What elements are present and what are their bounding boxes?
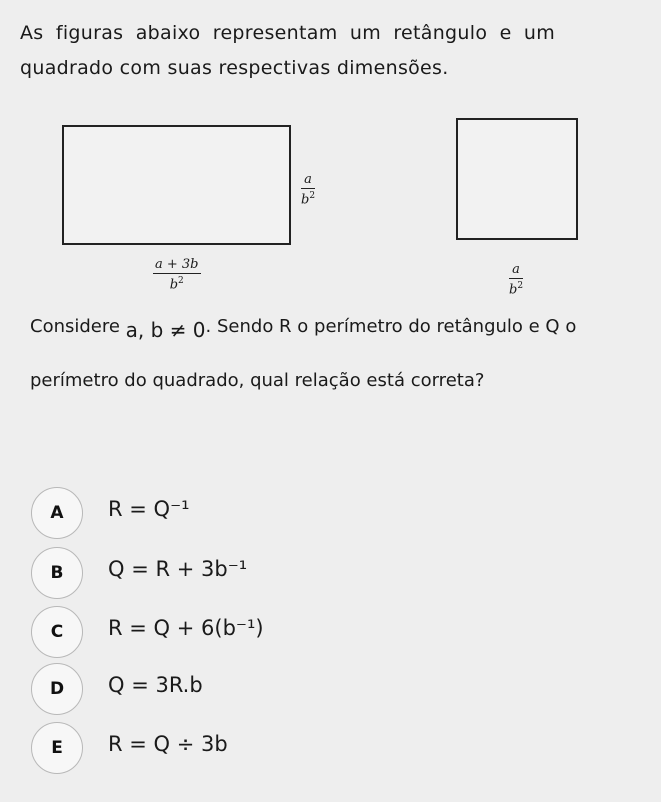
rectangle-width-exponent: 2 <box>178 276 184 286</box>
square-figure <box>456 118 578 240</box>
option-text[interactable]: Q = R + 3b⁻¹ <box>108 557 248 581</box>
option-b[interactable] <box>31 547 431 599</box>
option-letter-badge[interactable]: D <box>31 663 83 715</box>
option-text[interactable]: Q = 3R.b <box>108 673 203 697</box>
option-text[interactable]: R = Q + 6(b⁻¹) <box>108 616 264 640</box>
statement-condition: a, b ≠ 0 <box>125 318 206 342</box>
option-d[interactable] <box>31 663 431 715</box>
question-line-2: quadrado com suas respectivas dimensões. <box>20 57 449 79</box>
rectangle-width-label <box>153 257 201 292</box>
rectangle-height-label <box>301 172 315 207</box>
square-side-numerator: a <box>512 262 520 277</box>
option-e[interactable] <box>31 722 431 774</box>
rectangle-height-numerator: a <box>304 172 312 187</box>
option-letter-badge[interactable]: A <box>31 487 83 539</box>
statement-prefix: Considere <box>30 316 126 337</box>
question-line-1: As figuras abaixo representam um retângulo e um <box>20 22 556 44</box>
option-text[interactable]: R = Q ÷ 3b <box>108 732 228 756</box>
option-text[interactable]: R = Q⁻¹ <box>108 497 190 521</box>
square-side-denominator: b <box>509 282 518 298</box>
statement-line-2: perímetro do quadrado, qual relação está correta? <box>30 370 485 391</box>
statement-suffix: . Sendo R o perímetro do retângulo e Q o <box>205 316 577 337</box>
rectangle-figure <box>62 125 291 245</box>
option-letter-badge[interactable]: B <box>31 547 83 599</box>
rectangle-height-exponent: 2 <box>309 191 316 201</box>
rectangle-height-denominator: b <box>301 192 310 208</box>
rectangle-width-denominator: b <box>169 277 179 293</box>
rectangle-width-numerator: a + 3b <box>155 257 199 272</box>
option-a[interactable] <box>31 487 431 539</box>
option-c[interactable] <box>31 606 431 658</box>
option-letter-badge[interactable]: E <box>31 722 83 774</box>
square-side-label <box>509 262 523 297</box>
option-letter-badge[interactable]: C <box>31 606 83 658</box>
statement-line-1 <box>30 313 577 342</box>
square-side-exponent: 2 <box>517 281 524 291</box>
